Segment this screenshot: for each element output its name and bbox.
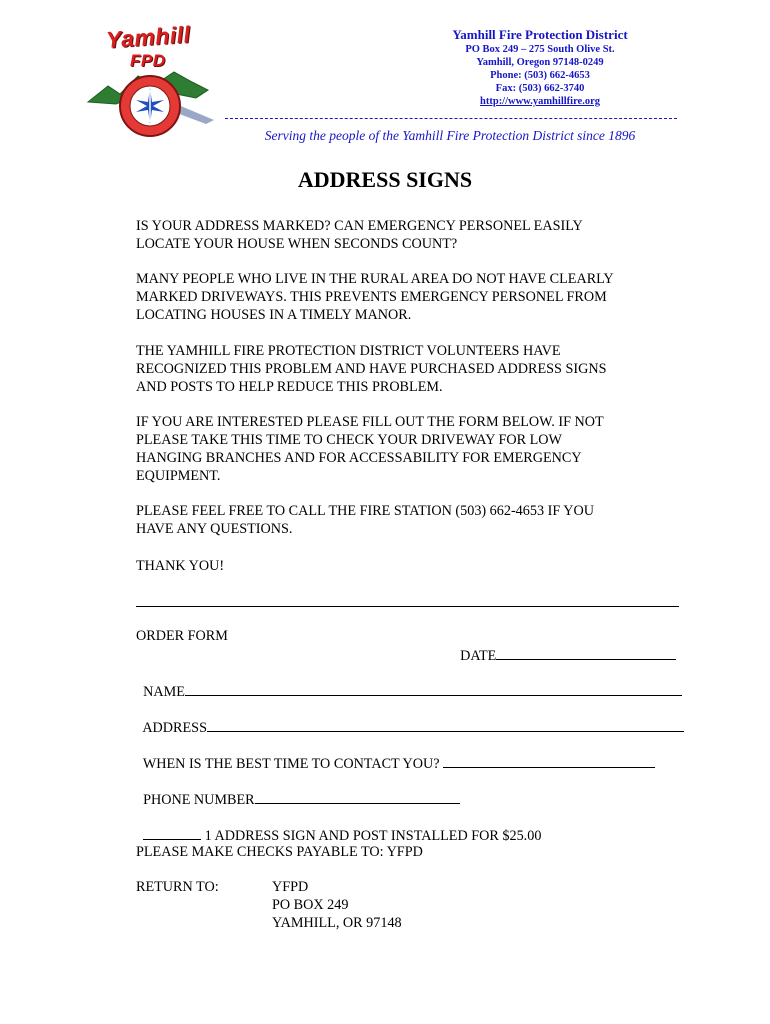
serving-tagline: Serving the people of the Yamhill Fire Protection District since 1896 (264, 128, 636, 143)
fax-line: Fax: (503) 662-3740 (495, 83, 585, 94)
letterhead (330, 27, 750, 108)
date-field[interactable] (453, 627, 676, 665)
paragraph-5: PLEASE FEEL FREE TO CALL THE FIRE STATION (503) 662-4653 IF YOU HAVE ANY QUESTIONS. (136, 503, 594, 537)
form-divider (136, 606, 679, 607)
phone-line: Phone: (503) 662-4653 (490, 70, 590, 81)
address-field[interactable] (136, 699, 684, 737)
paragraph-3: THE YAMHILL FIRE PROTECTION DISTRICT VOLUNTEERS HAVE RECOGNIZED THIS PROBLEM AND HAVE PURCHASED ADDRESS SIGNS AND POSTS TO HELP REDUCE THIS PROBLEM. (136, 343, 607, 395)
name-field[interactable] (136, 663, 682, 701)
return-city: YAMHILL, OR 97148 (272, 915, 402, 931)
return-to-label: RETURN TO: (136, 879, 219, 895)
return-name: YFPD (272, 879, 309, 895)
order-form-heading: ORDER FORM (136, 628, 228, 644)
website-link[interactable]: http://www.yamhillfire.org (480, 96, 600, 107)
name-label: NAME (143, 684, 185, 700)
name-blank[interactable] (185, 681, 682, 696)
date-blank[interactable] (496, 645, 676, 660)
district-name: Yamhill Fire Protection District (452, 27, 628, 42)
paragraph-1: IS YOUR ADDRESS MARKED? CAN EMERGENCY PERSONEL EASILY LOCATE YOUR HOUSE WHEN SECONDS COUNT? (136, 218, 583, 252)
paragraph-thank-you: THANK YOU! (136, 558, 225, 574)
phone-number-blank[interactable] (255, 789, 460, 804)
address-line-1: PO Box 249 – 275 South Olive St. (465, 44, 615, 55)
document-title: ADDRESS SIGNS (297, 167, 473, 192)
contact-time-blank[interactable] (443, 753, 655, 768)
contact-time-label: WHEN IS THE BEST TIME TO CONTACT YOU? (142, 756, 440, 772)
header-divider (225, 118, 677, 119)
address-blank[interactable] (207, 717, 684, 732)
logo-title: Yamhill (105, 21, 192, 53)
order-item-label: 1 ADDRESS SIGN AND POST INSTALLED FOR $25.00 (204, 828, 542, 844)
phone-number-field[interactable] (136, 771, 460, 809)
address-label: ADDRESS (142, 720, 207, 736)
address-line-2: Yamhill, Oregon 97148-0249 (476, 57, 604, 68)
contact-time-field[interactable] (136, 735, 655, 773)
return-po-box: PO BOX 249 (272, 897, 349, 913)
order-quantity-field[interactable] (136, 807, 541, 845)
date-label: DATE (460, 648, 497, 664)
yamhill-fpd-logo (86, 21, 216, 142)
paragraph-4: IF YOU ARE INTERESTED PLEASE FILL OUT THE FORM BELOW. IF NOT PLEASE TAKE THIS TIME TO CHECK YOUR DRIVEWAY FOR LOW HANGING BRANCHES AND FOR ACCESSABILITY FOR EMERGENCY EQUIPMENT. (136, 414, 604, 484)
phone-number-label: PHONE NUMBER (143, 792, 255, 808)
logo-subtitle: FPD (130, 51, 166, 70)
payable-note: PLEASE MAKE CHECKS PAYABLE TO: YFPD (136, 844, 423, 860)
quantity-blank[interactable] (143, 825, 201, 840)
paragraph-2: MANY PEOPLE WHO LIVE IN THE RURAL AREA DO NOT HAVE CLEARLY MARKED DRIVEWAYS. THIS PREVENTS EMERGENCY PERSONEL FROM LOCATING HOUSES IN A TIMELY MANOR. (136, 271, 614, 323)
return-address (272, 878, 402, 932)
